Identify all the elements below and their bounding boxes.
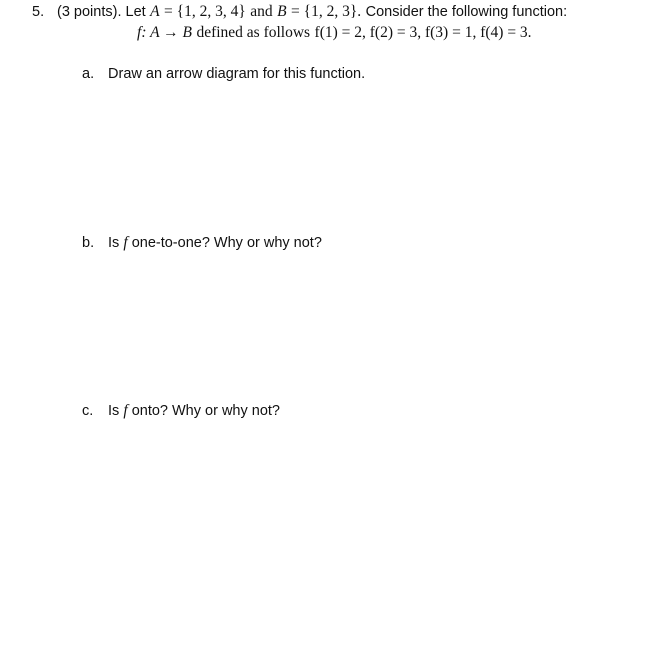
- problem-points: (3 points). Let: [57, 4, 146, 20]
- part-b-text: one-to-one? Why or why not?: [131, 235, 322, 251]
- part-a: [82, 64, 365, 84]
- part-c-prefix: Is: [108, 403, 120, 419]
- set-b-variable: B: [277, 3, 287, 20]
- part-c: [82, 401, 280, 421]
- function-mapping: : A → B: [141, 24, 192, 41]
- problem-number: 5.: [32, 4, 45, 20]
- part-b-label: b.: [82, 235, 95, 251]
- problem-statement-line-2: [137, 23, 532, 43]
- defined-text: defined as follows: [196, 24, 311, 41]
- part-c-label: c.: [82, 403, 94, 419]
- set-b-value: = {1, 2, 3}.: [291, 3, 362, 20]
- part-b-prefix: Is: [108, 235, 120, 251]
- consider-text: Consider the following function:: [365, 4, 568, 20]
- set-a-value: = {1, 2, 3, 4}: [164, 3, 246, 20]
- and-word: and: [250, 3, 273, 20]
- part-b: [82, 233, 322, 253]
- part-c-text: onto? Why or why not?: [131, 403, 280, 419]
- problem-statement-line-1: [32, 2, 567, 22]
- function-values: f(1) = 2, f(2) = 3, f(3) = 1, f(4) = 3.: [314, 24, 532, 41]
- part-c-function-name: f: [123, 402, 128, 419]
- function-name: f: [137, 24, 142, 41]
- part-a-label: a.: [82, 66, 95, 82]
- set-a-variable: A: [150, 3, 160, 20]
- part-a-text: Draw an arrow diagram for this function.: [108, 66, 366, 82]
- part-b-function-name: f: [123, 234, 128, 251]
